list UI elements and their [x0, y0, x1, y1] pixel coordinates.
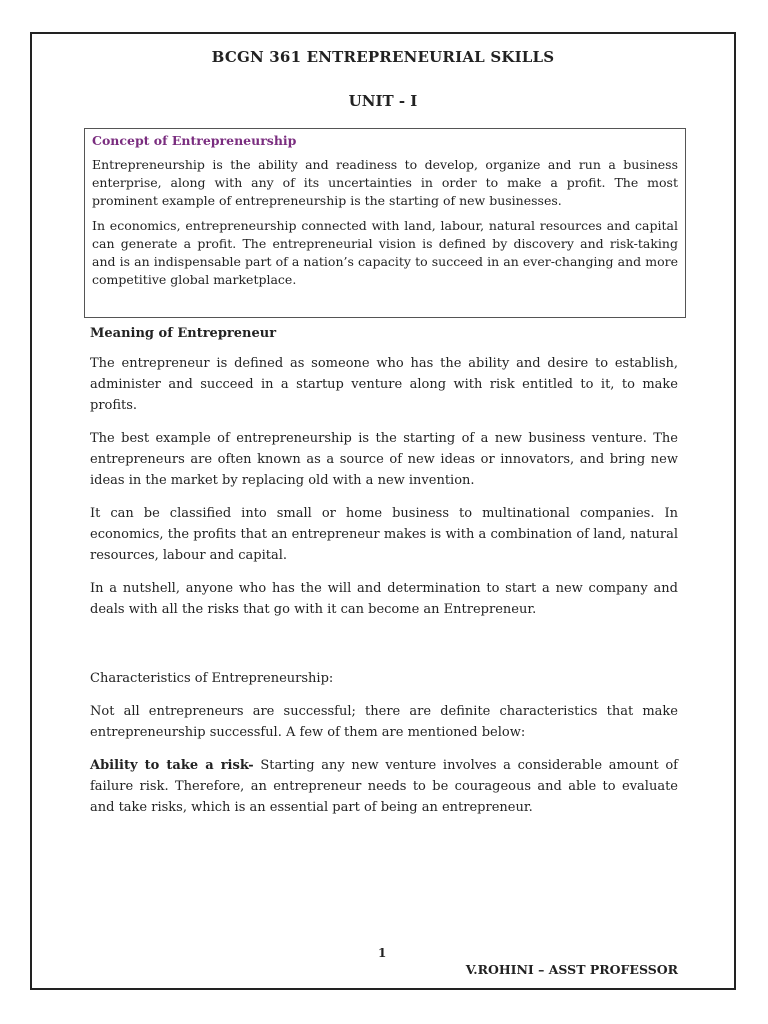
- concept-paragraph: In economics, entrepreneurship connected with land, labour, natural resources and capital can generate a profit. The entrepreneurial vision is defined by discovery and risk-taking and is an indispensable part of a nation’s capacity to succeed in an ever-changing and more competitive global marketplace.: [92, 217, 678, 288]
- meaning-paragraph: The best example of entrepreneurship is the starting of a new business venture. The entrepreneurs are often known as a source of new ideas or innovators, and bring new ideas in the market by replacing old with a new invention.: [90, 431, 678, 488]
- characteristic-item: [90, 755, 678, 818]
- main-content: [90, 326, 678, 830]
- meaning-paragraph: It can be classified into small or home business to multinational companies. In economics, the profits that an entrepreneur makes is with a combination of land, natural resources, labour and capital.: [90, 506, 678, 563]
- characteristics-intro: Not all entrepreneurs are successful; there are definite characteristics that make entrepreneurship successful. A few of them are mentioned below:: [90, 704, 678, 740]
- page-number: 1: [378, 946, 387, 960]
- concept-heading: Concept of Entrepreneurship: [92, 133, 297, 148]
- meaning-heading: Meaning of Entrepreneur: [90, 326, 277, 341]
- footer-author: V.ROHINI – ASST PROFESSOR: [465, 962, 678, 977]
- concept-paragraph: Entrepreneurship is the ability and readiness to develop, organize and run a business enterprise, along with any of its uncertainties in order to make a profit. The most prominent example of entrepreneurship is the starting of new businesses.: [92, 157, 678, 209]
- characteristic-label: Ability to take a risk-: [90, 758, 254, 773]
- course-title: BCGN 361 ENTREPRENEURIAL SKILLS: [211, 48, 555, 66]
- meaning-paragraph: The entrepreneur is defined as someone who has the ability and desire to establish, administer and succeed in a startup venture along with risk entitled to it, to make profits.: [90, 356, 678, 413]
- characteristic-text: Starting any new venture involves a considerable amount of failure risk. Therefore, an entrepreneur needs to be courageous and able to evaluate and take risks, which is an essential part of being an entrepreneur.: [90, 758, 678, 815]
- characteristics-heading: Characteristics of Entrepreneurship:: [90, 671, 334, 686]
- unit-title: UNIT - I: [348, 92, 418, 110]
- concept-box: [84, 128, 686, 318]
- meaning-paragraph: In a nutshell, anyone who has the will and determination to start a new company and deals with all the risks that go with it can become an Entrepreneur.: [90, 581, 678, 617]
